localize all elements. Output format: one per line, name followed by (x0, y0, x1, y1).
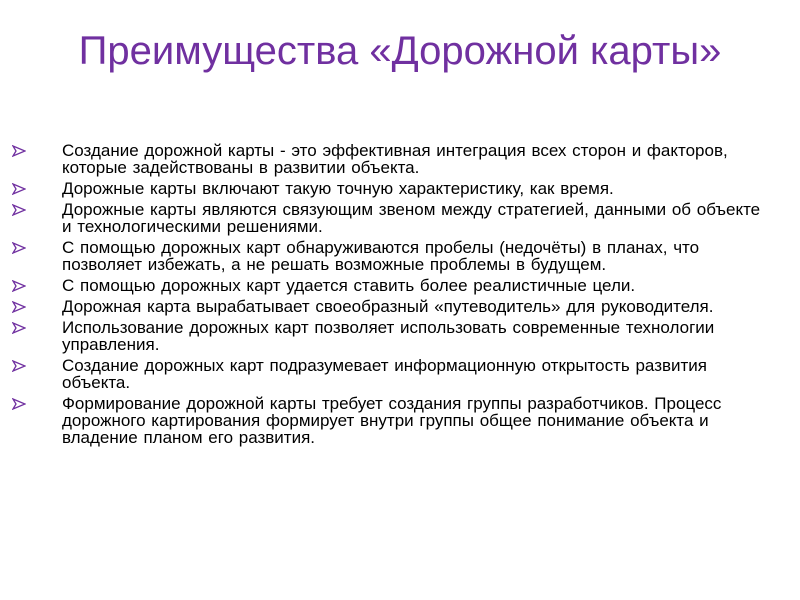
arrowhead-bullet-icon (12, 301, 26, 313)
list-item-text: Формирование дорожной карты требует создания группы разработчиков. Процесс дорожного картирования формирует внутри группы общее понимание объекта и владение планом его развития. (62, 394, 722, 447)
list-item-text: Дорожные карты являются связующим звеном между стратегией, данными об объекте и технологическими решениями. (62, 200, 761, 236)
list-item (0, 395, 800, 446)
arrowhead-bullet-icon (12, 360, 26, 372)
arrowhead-bullet-icon (12, 242, 26, 254)
arrowhead-bullet-icon (12, 280, 26, 292)
list-item (0, 180, 800, 197)
bullet-list (0, 142, 800, 450)
arrowhead-bullet-icon (12, 145, 26, 157)
arrowhead-bullet-icon (12, 183, 26, 195)
list-item-text: Создание дорожной карты - это эффективная интеграция всех сторон и факторов, которые задействованы в развитии объекта. (62, 141, 728, 177)
list-item (0, 201, 800, 235)
arrowhead-bullet-icon (12, 204, 26, 216)
list-item (0, 239, 800, 273)
slide-title: Преимущества «Дорожной карты» (78, 29, 722, 73)
list-item (0, 142, 800, 176)
list-item (0, 277, 800, 294)
list-item-text: С помощью дорожных карт обнаруживаются пробелы (недочёты) в планах, что позволяет избежать, а не решать возможные проблемы в будущем. (62, 238, 700, 274)
arrowhead-bullet-icon (12, 398, 26, 410)
list-item (0, 319, 800, 353)
list-item-text: С помощью дорожных карт удается ставить более реалистичные цели. (62, 276, 636, 295)
list-item-text: Использование дорожных карт позволяет использовать современные технологии управления. (62, 318, 715, 354)
list-item (0, 298, 800, 315)
list-item-text: Дорожная карта вырабатывает своеобразный «путеводитель» для руководителя. (62, 297, 714, 316)
list-item-text: Создание дорожных карт подразумевает информационную открытость развития объекта. (62, 356, 708, 392)
list-item (0, 357, 800, 391)
list-item-text: Дорожные карты включают такую точную характеристику, как время. (62, 179, 614, 198)
arrowhead-bullet-icon (12, 322, 26, 334)
